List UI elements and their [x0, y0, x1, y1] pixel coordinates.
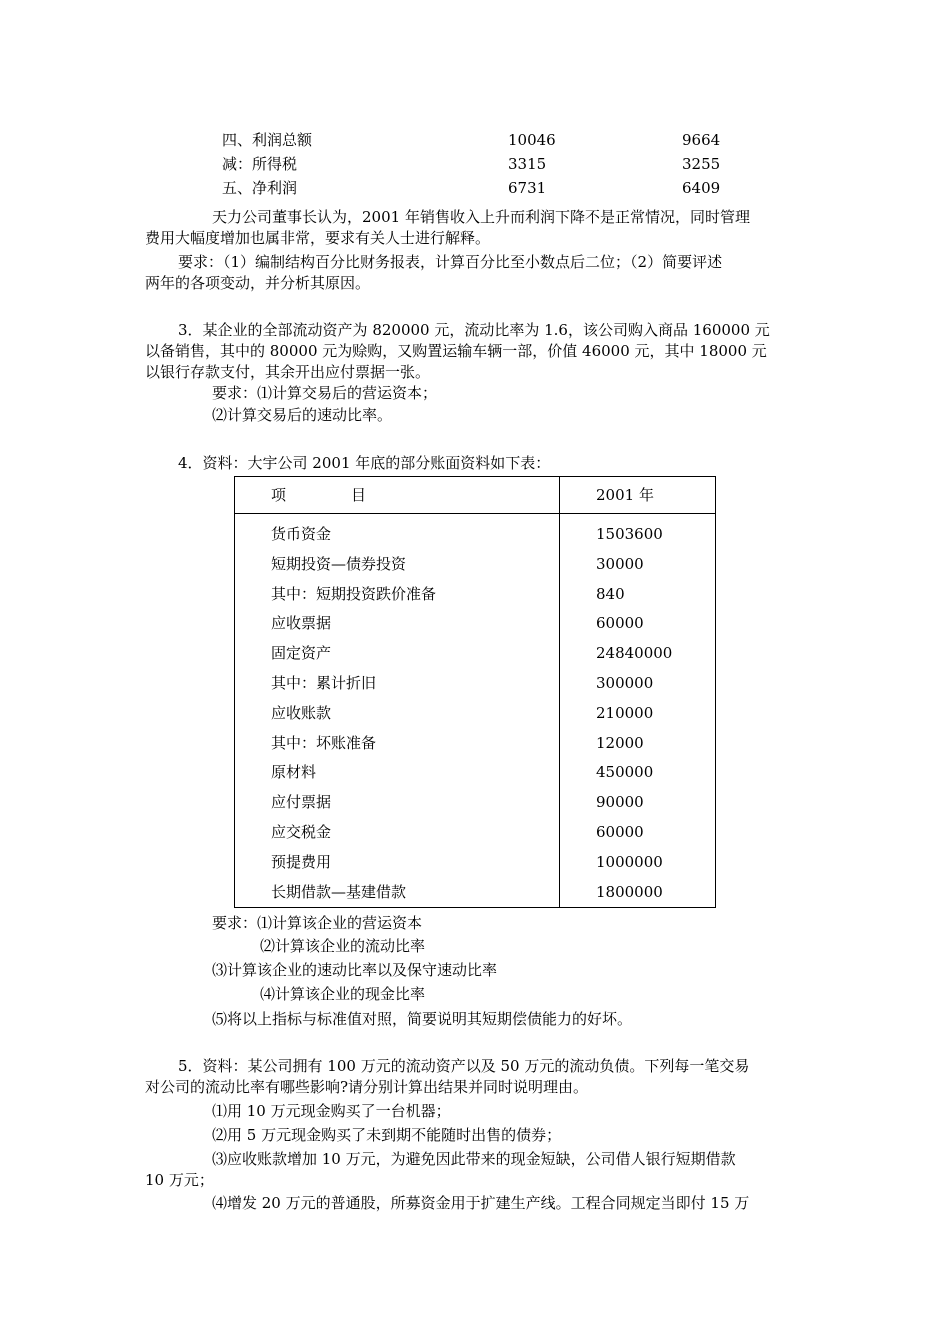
- table-cell-value: 210000: [596, 703, 654, 722]
- table-cell-value: 1503600: [596, 525, 663, 543]
- table-cell-item: 应付票据: [235, 788, 560, 818]
- table-cell-item: 长期借款—基建借款: [235, 878, 560, 908]
- table-cell-item: 短期投资—债券投资: [235, 550, 560, 580]
- income-row-label: 减：所得税: [222, 155, 298, 173]
- table-row: [235, 639, 716, 669]
- table-row: [235, 699, 716, 729]
- income-row-label: 五、净利润: [222, 179, 298, 197]
- q5-item: ⑷增发 20 万元的普通股，所募资金用于扩建生产线。工程合同规定当即付 15 万: [212, 1194, 750, 1212]
- table-row: [235, 848, 716, 878]
- table-cell-item: 货币资金: [235, 520, 560, 550]
- table-cell-value: 840: [596, 584, 625, 603]
- table-cell-value: 12000: [596, 733, 644, 752]
- table-cell-value: 60000: [596, 822, 644, 841]
- table-cell-item: 其中：累计折旧: [235, 669, 560, 699]
- q2-requirement-line: 两年的各项变动，并分析其原因。: [145, 274, 371, 292]
- table-cell-item: 预提费用: [235, 848, 560, 878]
- table-row: [235, 758, 716, 788]
- q3-line: 以银行存款支付，其余开出应付票据一张。: [145, 363, 431, 381]
- income-row-value-2001: 6731: [508, 179, 547, 197]
- income-row-value-2001: 3315: [508, 155, 547, 173]
- table-header-year: 2001 年: [560, 477, 716, 514]
- table-cell-value: 24840000: [596, 644, 673, 663]
- table-row: [235, 669, 716, 699]
- income-row-label: 四、利润总额: [222, 131, 313, 149]
- table-cell-value: 300000: [596, 673, 654, 692]
- q3-line: 3．某企业的全部流动资产为 820000 元，流动比率为 1.6，该公司购入商品 160000 元: [178, 321, 770, 339]
- table-cell-item: 应交税金: [235, 818, 560, 848]
- q4-requirement: ⑵计算该企业的流动比率: [260, 937, 426, 955]
- table-cell-item: 固定资产: [235, 639, 560, 669]
- table-cell-value: 450000: [596, 763, 654, 782]
- q4-requirement: ⑷计算该企业的现金比率: [260, 985, 426, 1003]
- income-row-value-2000: 3255: [682, 155, 721, 173]
- q2-para-line: 天力公司董事长认为，2001 年销售收入上升而利润下降不是正常情况，同时管理: [212, 208, 750, 226]
- table-cell-value: 60000: [596, 614, 644, 633]
- table-header-row: [235, 477, 716, 514]
- table-row: [235, 878, 716, 908]
- q5-line: 对公司的流动比率有哪些影响?请分别计算出结果并同时说明理由。: [145, 1078, 589, 1096]
- income-row-value-2000: 9664: [682, 131, 721, 149]
- income-row-value-2001: 10046: [508, 131, 556, 149]
- table-cell-item: 应收账款: [235, 699, 560, 729]
- table-row: [235, 609, 716, 639]
- q2-requirement-line: 要求：（1）编制结构百分比财务报表，计算百分比至小数点后二位；（2）简要评述: [178, 253, 723, 271]
- income-row-value-2000: 6409: [682, 179, 721, 197]
- balance-table: [234, 476, 716, 908]
- q4-requirement: 要求：⑴计算该企业的营运资本: [212, 914, 423, 932]
- q5-item: ⑴用 10 万元现金购买了一台机器；: [212, 1102, 451, 1120]
- table-cell-value: 1000000: [596, 852, 663, 871]
- q5-item: 10 万元；: [145, 1171, 214, 1189]
- table-cell-value: 90000: [596, 793, 644, 812]
- table-row: [235, 818, 716, 848]
- q5-line: 5．资料：某公司拥有 100 万元的流动资产以及 50 万元的流动负债。下列每一笔交易: [178, 1057, 750, 1075]
- table-row: [235, 788, 716, 818]
- q5-item: ⑵用 5 万元现金购买了未到期不能随时出售的债券；: [212, 1126, 562, 1144]
- q3-requirement: 要求：⑴计算交易后的营运资本；: [212, 384, 438, 402]
- table-cell-item: 应收票据: [235, 609, 560, 639]
- table-header-item-b: 目: [351, 486, 367, 504]
- table-cell-value: 30000: [596, 554, 644, 573]
- table-row: [235, 729, 716, 759]
- table-cell-item: 其中：坏账准备: [235, 729, 560, 759]
- q4-intro: 4．资料：大宇公司 2001 年底的部分账面资料如下表：: [178, 454, 551, 472]
- q4-requirement: ⑸将以上指标与标准值对照，简要说明其短期偿债能力的好坏。: [212, 1010, 633, 1028]
- table-cell-item: 其中：短期投资跌价准备: [235, 580, 560, 610]
- table-header-item-a: 项: [271, 486, 287, 504]
- q2-para-line: 费用大幅度增加也属非常，要求有关人士进行解释。: [145, 229, 491, 247]
- q3-requirement: ⑵计算交易后的速动比率。: [212, 406, 393, 424]
- table-header-item: [235, 477, 560, 514]
- table-row: [235, 580, 716, 610]
- table-row: [235, 550, 716, 580]
- q5-item: ⑶应收账款增加 10 万元，为避免因此带来的现金短缺，公司借人银行短期借款: [212, 1150, 736, 1168]
- table-cell-item: 原材料: [235, 758, 560, 788]
- q4-requirement: ⑶计算该企业的速动比率以及保守速动比率: [212, 961, 498, 979]
- table-row: [235, 520, 716, 550]
- table-cell-value: 1800000: [596, 882, 663, 901]
- q3-line: 以备销售，其中的 80000 元为赊购，又购置运输车辆一部，价值 46000 元，其中 18000 元: [145, 342, 767, 360]
